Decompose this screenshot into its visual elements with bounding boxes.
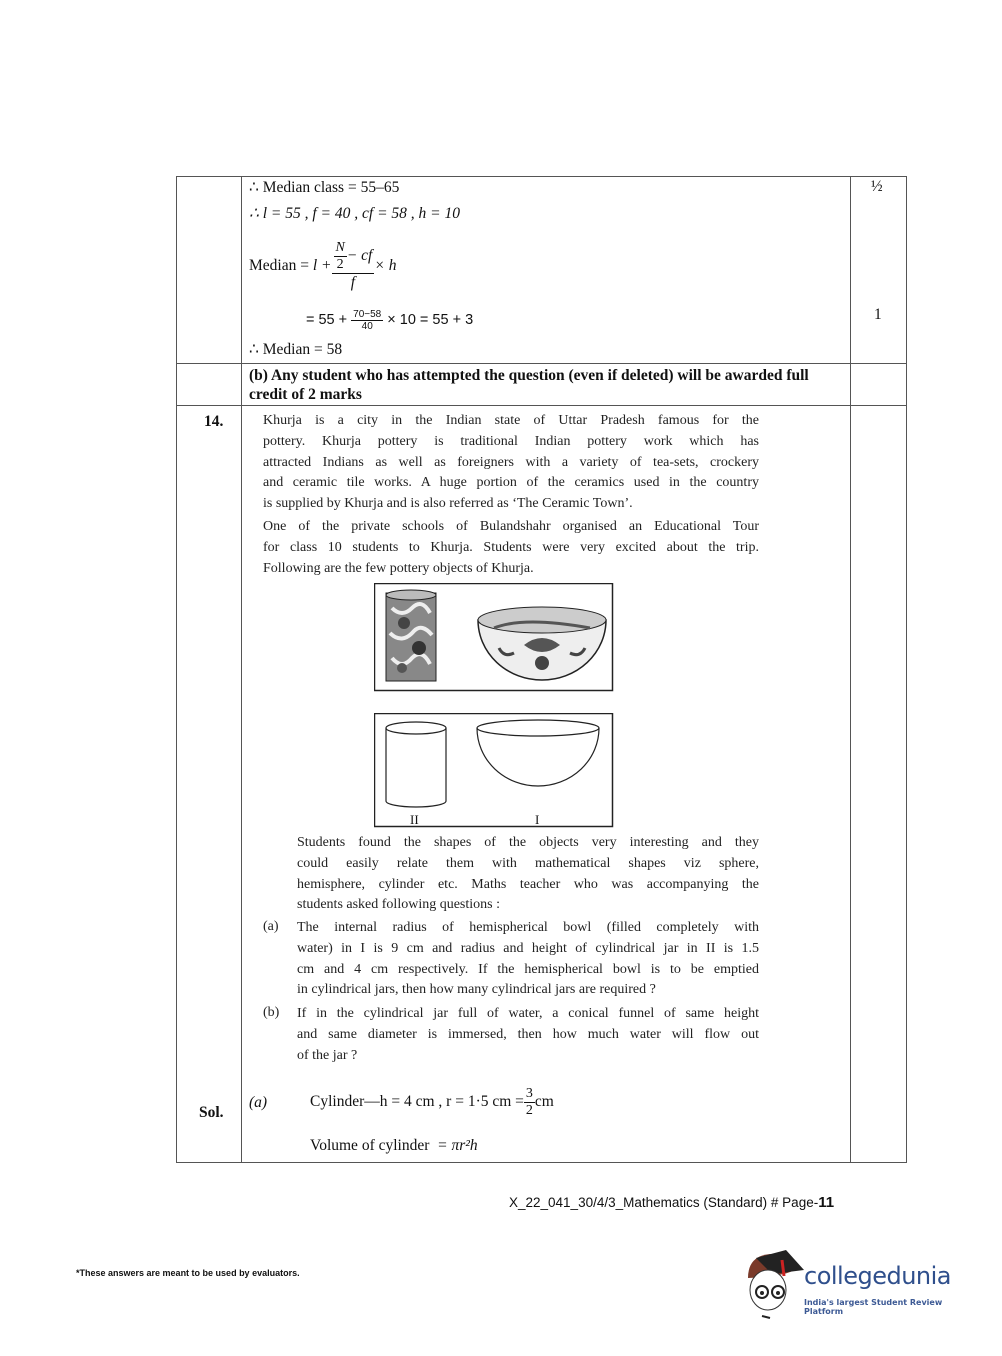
evaluator-note: *These answers are meant to be used by evaluators. [76, 1268, 300, 1278]
text-line: and ceramic tile works. A huge portion of the ceramics used in the country [263, 475, 759, 491]
frac-den: 2 [525, 1102, 533, 1118]
page-footer [509, 1194, 834, 1211]
two: 2 [336, 257, 344, 272]
text-line: Khurja is a city in the Indian state of Uttar Pradesh famous for the [263, 413, 759, 428]
solution-label: Sol. [199, 1104, 224, 1121]
figure-label-ii: II [410, 812, 419, 827]
calc-suffix: × 10 = 55 + 3 [387, 312, 474, 328]
volume-label: Volume of cylinder [310, 1137, 430, 1154]
collegedunia-logo [742, 1248, 972, 1320]
calc-prefix: = 55 + [306, 312, 348, 328]
values-line: ∴ l = 55 , f = 40 , cf = 58 , h = 10 [249, 205, 460, 222]
table-border-bottom [176, 1162, 906, 1163]
table-border-top [176, 176, 906, 177]
times-h: × h [374, 257, 397, 274]
figure-label-i: I [535, 812, 540, 827]
page-number: 11 [818, 1194, 835, 1211]
subquestion-b [297, 1004, 759, 1066]
text-line: Students found the shapes of the objects very interesting and they [297, 835, 759, 850]
table-border-right [906, 176, 907, 1163]
median-calc [306, 304, 473, 336]
column-divider [850, 176, 851, 1163]
text-line: One of the private schools of Bulandshahr organised an Educational Tour [263, 519, 759, 534]
row-divider [176, 363, 906, 364]
logo-name: collegedunia [804, 1262, 952, 1290]
n: N [335, 240, 345, 255]
formula-label: Median = [249, 257, 309, 274]
subquestion-b-label: (b) [263, 1005, 280, 1020]
mascot-icon [742, 1248, 804, 1320]
text-line: attracted Indians as well as foreigners with a variety of tea-sets, crockery [263, 454, 759, 470]
text-line: pottery. Khurja pottery is traditional Indian pottery work which has [263, 433, 759, 449]
median-class: ∴ Median class = 55–65 [249, 179, 400, 196]
pottery-photo-figure [374, 583, 614, 692]
logo-tagline: India's largest Student Review Platform [804, 1298, 943, 1316]
text-line: students asked following questions : [297, 897, 500, 913]
solution-line-2 [310, 1137, 478, 1155]
question-para-2 [263, 517, 759, 579]
calc-fraction [351, 309, 383, 332]
solution-line-1 [310, 1082, 554, 1122]
text-line: Following are the few pottery objects of Khurja. [263, 560, 534, 576]
page-code: X_22_041_30/4/3_Mathematics (Standard) # Page- [509, 1195, 819, 1210]
minus-cf: − cf [346, 247, 373, 265]
question-number: 14. [204, 413, 224, 430]
text-line: water) in I is 9 cm and radius and height of cylindrical jar in II is 1.5 [297, 940, 759, 956]
question-para-1 [263, 411, 759, 515]
mark-half: ½ [871, 178, 883, 195]
frac-num: 3 [525, 1085, 533, 1101]
formula-l: l + [312, 257, 332, 274]
unit: cm [534, 1093, 554, 1110]
subquestion-a-label: (a) [263, 919, 279, 934]
median-result: ∴ Median = 58 [249, 341, 343, 358]
solution-part-a: (a) [249, 1094, 268, 1111]
row-divider [176, 405, 906, 406]
column-divider [241, 176, 242, 1163]
volume-formula: = πr²h [437, 1137, 478, 1154]
text-line: of the jar ? [297, 1047, 358, 1063]
f: f [350, 274, 356, 291]
shapes-figure [374, 713, 614, 828]
decorated-jar-image [386, 590, 436, 681]
formula-fraction [332, 240, 375, 292]
text-line: could easily relate them with mathematical shapes viz sphere, [297, 855, 759, 871]
text-line: The internal radius of hemispherical bowl (filled completely with [297, 920, 759, 935]
median-formula [249, 234, 396, 298]
subquestion-a [297, 918, 759, 1001]
calc-den: 40 [361, 320, 373, 332]
text-line: and same diameter is immersed, then how much water will flow out [297, 1026, 759, 1042]
note-b: (b) Any student who has attempted the question (even if deleted) will be awarded full credit of 2 marks [249, 367, 809, 403]
text-line: for class 10 students to Khurja. Students were very excited about the trip. [263, 539, 759, 555]
text-line: in cylindrical jars, then how many cylindrical jars are required ? [297, 982, 656, 998]
text-line: is supplied by Khurja and is also referred as ‘The Ceramic Town’. [263, 496, 633, 512]
question-para-3 [297, 833, 759, 916]
table-border-left [176, 176, 177, 1163]
text-line: If in the cylindrical jar full of water, a conical funnel of same height [297, 1006, 759, 1021]
cylinder-dimensions: Cylinder—h = 4 cm , r = 1·5 cm = [310, 1093, 524, 1110]
mark-one: 1 [874, 306, 882, 323]
text-line: hemisphere, cylinder etc. Maths teacher who was accompanying the [297, 876, 759, 892]
radius-fraction [524, 1086, 535, 1119]
calc-num: 70−58 [353, 308, 382, 320]
text-line: cm and 4 cm respectively. If the hemispherical bowl is to be emptied [297, 961, 759, 977]
